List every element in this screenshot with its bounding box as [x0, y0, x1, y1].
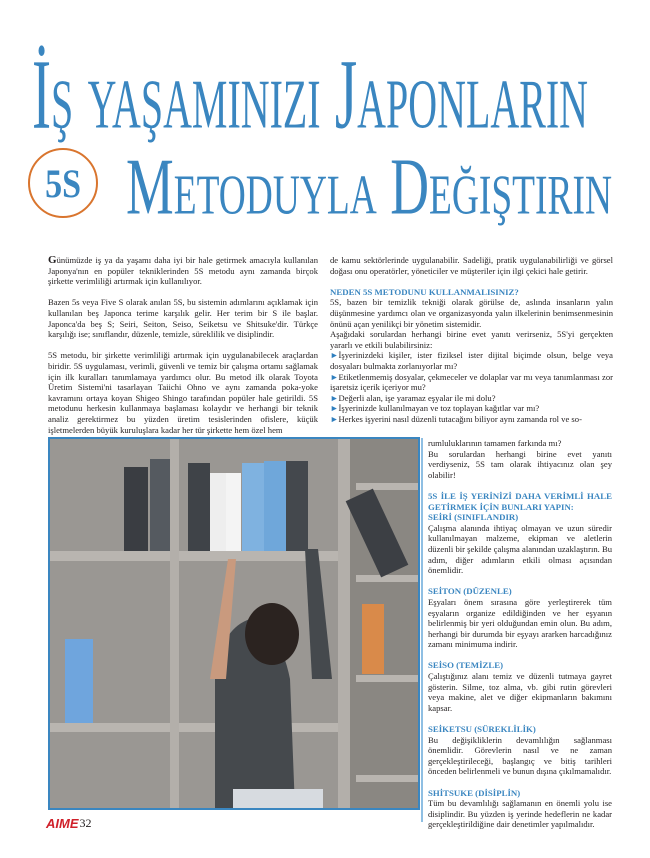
question-list [330, 350, 613, 424]
step-heading: SHİTSUKE (DİSİPLİN) [428, 787, 521, 798]
headline-line-1: İş yaşamınızı Japonların [32, 37, 588, 150]
photo-illustration [50, 439, 418, 808]
column-rule [421, 438, 423, 822]
headline-line-2: Metoduyla Değiştirin [126, 142, 612, 232]
step-heading: SEİKETSU (SÜREKLİLİK) [428, 724, 536, 735]
question-item: ►Herkes işyerini nasıl düzenli tutacağını biliyor aynı zamanda rol ve so- [330, 413, 582, 424]
section-heading: NEDEN 5S METODUNU KULLANMALISINIZ? [330, 286, 519, 297]
right-column [330, 255, 613, 425]
paragraph: Bazen 5s veya Five S olarak anılan 5S, bu sistemin adımlarını açıklamak için kullanılan beş Japonca terime karşılık gelir. Her terim bir S ile başlar. Japonca'da beş S; Seiri, Seiton, Seiso, Seiketsu ve Shitsuke'dir. Türkçe karşılığı ise; sınıflandır, düzenle, temizle, süreklilik ve disiplindir. [48, 297, 318, 340]
page-number: 32 [79, 816, 92, 830]
badge-text: 5S [45, 160, 81, 206]
paragraph: Bu sorulardan herhangi birine evet yanıtı verdiyseniz, 5S tam olarak ihtiyacınız olan şey olabilir! [428, 448, 612, 480]
question-item: ►İşyerinizdeki kişiler, ister fiziksel ister dijital biçimde olsun, belge veya dosyaları bulmakta zorlanıyorlar mı? [330, 350, 613, 371]
drop-cap: G [48, 254, 57, 266]
narrow-column [428, 438, 612, 841]
step-text: Bu değişikliklerin devamlılığın sağlanması önemlidir. Görevlerin nasıl ve ne zaman gerçekleştirileceği, başlangıç ve bitiş tarihleri önceden belirlenmeli ve bunun dışına çıkılmamalıdır. [428, 734, 612, 777]
paragraph: 5S, bazen bir temizlik tekniği olarak görülse de, aslında insanların yalın düşünmesine yardımcı olan ve organizasyonda yalın ilkelerinin benimsenmesinin önünü açan yenilikçi bir yönetim sistemidir. [330, 297, 613, 329]
bullet-arrow-icon: ► [330, 392, 339, 403]
question-item: ►Değerli alan, işe yaramaz eşyalar ile mi dolu? [330, 392, 496, 403]
question-item: ►İşyerinizde kullanılmayan ve toz toplayan kağıtlar var mı? [330, 403, 540, 414]
bullet-continuation: rumluluklarının tamamen farkında mı? [428, 438, 562, 448]
bullet-arrow-icon: ► [330, 403, 339, 414]
step-text: Eşyaları önem sırasına göre yerleştirerek tüm eşyaların organize edildiğinden ve her eşyanın belirlenmiş bir yeri olduğundan emin olun. Bu adım, herhangi bir durumda bir eşyayı ararken harcadığınız zamanı minimuma indirir. [428, 596, 612, 650]
bullet-arrow-icon: ► [330, 413, 339, 424]
left-column [48, 255, 318, 446]
paragraph: de kamu sektörlerinde uygulanabilir. Sadeliği, pratik uygulanabilirliği ve görsel doğası onu operatörler, yöneticiler ve müşteriler için ilgi çekici hale getirir. [330, 255, 613, 276]
main-steps-heading: 5S İLE İŞ YERİNİZİ DAHA VERİMLİ HALE GETİRMEK İÇİN BUNLARI YAPIN: [428, 490, 612, 512]
paragraph: Aşağıdaki sorulardan herhangi birine evet yanıtı verirseniz, 5S'yi gerçekten yararlı ve etkili bulabilirsiniz: [330, 329, 613, 350]
intro-paragraph: Günümüzde iş ya da yaşamı daha iyi bir hale getirmek amacıyla kullanılan Japonya'nın en popüler tekniklerinden 5S metodu aynı zamanda birçok şirkette verimliliği artırmak için kullanılıyor. [48, 254, 318, 287]
step-text: Çalıştığınız alanı temiz ve düzenli tutmaya gayret gösterin. Silme, toz alma, vb. gibi rutin görevleri veya makine, alet ve diğer ekipmanların bakımını kapsar. [428, 671, 612, 713]
steps-list [428, 512, 612, 830]
page-footer [46, 816, 92, 831]
step-text: Tüm bu devamlılığı sağlamanın en önemli yolu ise disiplindir. Bu yüzden iş yerinde hedeflerin ne kadar gerçekleştirildiğine dair denetimler yapılmalıdır. [428, 798, 612, 830]
step-text: Çalışma alanında ihtiyaç olmayan ve uzun süredir kullanılmayan malzeme, ekipman ve aletlerin düzenli bir şekilde çalışma alanından uzaklaştırın. Bu adım, diğer adımların etkili olması açısından önemlidir. [428, 522, 612, 576]
step-heading: SEİTON (DÜZENLE) [428, 586, 512, 597]
paragraph: 5S metodu, bir şirkette verimliliği artırmak için uygulanabilecek araçlardan biridir. 5S uygulaması, verimli, güvenli ve temiz bir çalışma ortamı sağlamak için ilk kuralları tanımlamaya yardımcı olur. Bu metod ilk olarak Toyota Üretim Sistemi'ni tasarlayan Taiichi Ohno ve aynı zamanda poka-yoke kavramını ortaya koyan Shigeo Shingo tarafından popüler hale getirildi. 5S metodunu herkesin kullanmaya başlaması kolaydır ve herhangi bir teknik analiz gerektirmez bu yüzden üretim tesislerinden ofislere, küçük işletmelerden büyük kuruluşlara kadar her tür şirkette hem özel hem [48, 350, 318, 435]
office-shelf-photo [48, 437, 420, 810]
step-heading: SEİSO (TEMİZLE) [428, 660, 504, 671]
bullet-arrow-icon: ► [330, 350, 339, 361]
bullet-arrow-icon: ► [330, 371, 339, 382]
step-heading: SEİRİ (SINIFLANDIR) [428, 512, 519, 523]
5s-badge [28, 148, 98, 218]
magazine-logo: AIME [46, 816, 79, 831]
question-item: ►Etiketlenmemiş dosyalar, çekmeceler ve dolaplar var mı veya tanımlanması zor işaretsiz içerik içeriyor mu? [330, 371, 613, 393]
